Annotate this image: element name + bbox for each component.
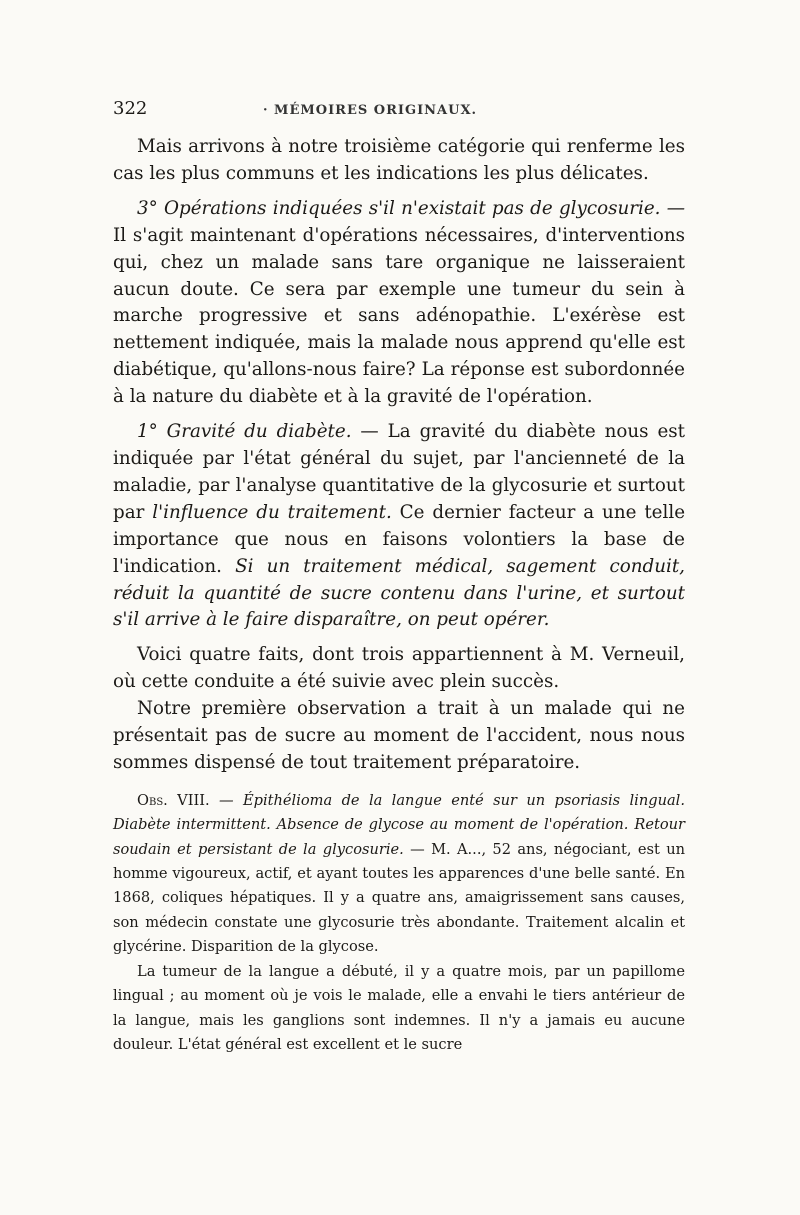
- running-title: · MÉMOIRES ORIGINAUX.: [263, 103, 478, 118]
- observation-label: Obs. VIII.: [137, 791, 210, 809]
- section-3-text: Il s'agit maintenant d'opérations nécessaires, d'interventions qui, chez un malade sans tare organique ne laisseraient aucun doute. Ce sera par exemple une tumeur du sein à marche progressive et sans adénopathie. L'exérèse est nettement indiquée, mais la malade nous apprend qu'elle est diabétique, qu'allons-nous faire? La réponse est subordonnée à la nature du diabète et à la gravité de l'opération.: [113, 224, 685, 408]
- section-1-text-a: — La gravité du diabète nous est indiquée par l'état général du sujet, par l'ancienneté de la maladie, par l'analyse quantitative de la glycosurie et surtout par: [113, 421, 685, 523]
- section-1-paragraph: [113, 419, 685, 634]
- observation-title: — Épithélioma de la langue enté sur un psoriasis lingual. Diabète intermittent. Absence de glycose au moment de l'opération. Retour soudain et persistant de la glycosurie.: [113, 791, 685, 858]
- section-3-heading: 3° Opérations indiquées s'il n'existait pas de glycosurie. —: [137, 197, 685, 219]
- section-1-heading: 1° Gravité du diabète.: [137, 421, 352, 443]
- observation-paragraph: [113, 789, 685, 960]
- page-header: [113, 98, 685, 128]
- section-1-italic-b: Si un traitement médical, sagement conduit, réduit la quantité de sucre contenu dans l'urine, et surtout s'il arrive à le faire disparaître, on peut opérer.: [113, 555, 685, 631]
- section-3-paragraph: [113, 196, 685, 411]
- paragraph-intro: Mais arrivons à notre troisième catégorie qui renferme les cas les plus communs et les indications les plus délicates.: [113, 136, 685, 184]
- page-number: 322: [113, 98, 148, 119]
- document-page: [113, 98, 685, 1057]
- section-1-text-b: Ce dernier facteur a une telle importance que nous en faisons volontiers la base de l'indication.: [113, 501, 686, 577]
- section-1-italic-a: l'influence du traitement.: [152, 501, 392, 523]
- paragraph-notre: Notre première observation a trait à un malade qui ne présentait pas de sucre au moment de l'accident, nous nous sommes dispensé de tout traitement préparatoire.: [113, 698, 685, 773]
- observation-paragraph-2: La tumeur de la langue a débuté, il y a quatre mois, par un papillome lingual ; au moment où je vois le malade, elle a envahi le tiers antérieur de la langue, mais les ganglions sont indemnes. Il n'y a jamais eu aucune douleur. L'état général est excellent et le sucre: [113, 962, 685, 1053]
- paragraph-voici: Voici quatre faits, dont trois appartiennent à M. Verneuil, où cette conduite a été suivie avec plein succès.: [113, 644, 685, 693]
- observation-text: — M. A..., 52 ans, négociant, est un homme vigoureux, actif, et ayant toutes les apparences d'une belle santé. En 1868, coliques hépatiques. Il y a quatre ans, amaigrissement sans causes, son médecin constate une glycosurie très abondante. Traitement alcalin et glycérine. Disparition de la glycose.: [113, 840, 685, 956]
